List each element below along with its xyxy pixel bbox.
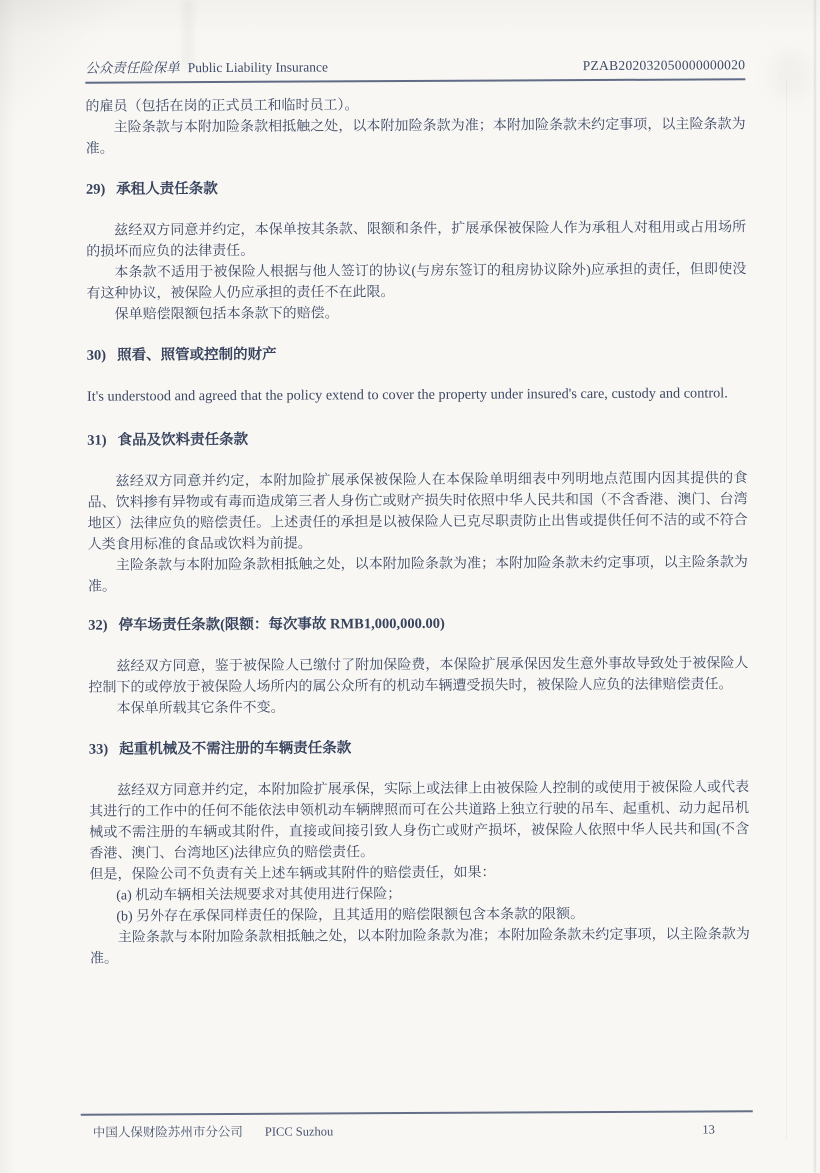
clause-paragraph: 主险条款与本附加险条款相抵触之处，以本附加险条款为准；本附加险条款未约定事项，以主险条款为准。 [87, 555, 748, 595]
clause-paragraph: 本条款不适用于被保险人根据与他人签订的协议(与房东签订的租房协议除外)应承担的责任，但即使没有这种协议，被保险人仍应承担的责任不在此限。 [86, 262, 747, 302]
document-title-en: Public Liability Insurance [187, 59, 329, 76]
clause-paragraph: 但是，保险公司不负责有关上述车辆或其附件的赔偿责任，如果： [89, 865, 496, 883]
clause-number: 30) [86, 347, 107, 364]
intro-paragraph: 的雇员（包括在岗的正式员工和临时员工）。 [85, 98, 359, 115]
clause-heading-33 [89, 736, 749, 760]
footer-company-en: PICC Suzhou [264, 1124, 334, 1139]
page-header [85, 56, 745, 83]
clause-title: 停车场责任条款(限额：每次事故 RMB1,000,000.00) [118, 615, 445, 634]
clause-paragraph: 本保单所载其它条件不变。 [116, 700, 285, 717]
clause-paragraph: 兹经双方同意并约定，本附加险扩展承保被保险人在本保险单明细表中列明地点范围内因其提供的食品、饮料掺有异物或有毒而造成第三者人身伤亡或财产损失时依照中华人民共和国（不含香港、澳门、台湾地区）法律应负的赔偿责任。上述责任的承担是以被保险人已克尽职责防止出售或提供任何不洁的或不符合人类食用标准的食品或饮料为前提。 [87, 471, 748, 553]
document-content [85, 56, 750, 969]
clause-paragraph: 兹经双方同意并约定，本保单按其条款、限额和条件，扩展承保被保险人作为承租人对租用或占用场所的损坏而应负的法律责任。 [86, 220, 747, 260]
footer-company-zh: 中国人保财险苏州市分公司 [92, 1124, 243, 1140]
clause-number: 31) [87, 432, 107, 449]
clause-heading-29 [86, 176, 746, 200]
clause-heading-31 [87, 427, 747, 451]
clause-paragraph: 兹经双方同意并约定，本附加险扩展承保，实际上或法律上由被保险人控制的或使用于被保险人或代表其进行的工作中的任何不能依法申领机动车辆牌照而可在公共道路上独立行驶的吊车、起重机、动力起吊机械或不需注册的车辆或其附件，直接或间接引致人身伤亡或财产损坏，被保险人依照中华人民共和国(不含香港、澳门、台湾地区)法律应负的赔偿责任。 [89, 780, 750, 862]
intro-paragraph: 主险条款与本附加险条款相抵触之处，以本附加险条款为准；本附加险条款未约定事项，以主险条款为准。 [85, 117, 746, 157]
clause-number: 32) [88, 617, 108, 634]
footer-page-number: 13 [702, 1122, 715, 1137]
clause-title: 承租人责任条款 [116, 181, 218, 198]
document-title [85, 58, 328, 77]
clause-list-item-b: (b) 另外存在承保同样责任的保险，且其适用的赔偿限额包含本条款的限额。 [116, 907, 585, 925]
clause-heading-32 [88, 612, 748, 636]
clause-number: 29) [85, 181, 106, 198]
page-footer [81, 1110, 753, 1141]
policy-number: PZAB202032050000000020 [582, 57, 746, 74]
document-title-zh: 公众责任险保单 [85, 60, 180, 76]
clause-list-item-a: (a) 机动车辆相关法规要求对其使用进行保险； [116, 887, 402, 904]
clause-paragraph: It's understood and agreed that the policy extend to cover the property under insured's care, custody and control. [86, 385, 728, 405]
clause-title: 照看、照管或控制的财产 [117, 346, 277, 364]
clause-paragraph: 兹经双方同意，鉴于被保险人已缴付了附加保险费，本保险扩展承保因发生意外事故导致处于被保险人控制下的或停放于被保险人场所内的属公众所有的机动车辆遭受损失时，被保险人应负的法律赔偿责任。 [88, 656, 749, 696]
clause-title: 食品及饮料责任条款 [117, 431, 249, 449]
clause-title: 起重机械及不需注册的车辆责任条款 [119, 740, 352, 758]
clause-paragraph: 保单赔偿限额包括本条款下的赔偿。 [114, 306, 339, 323]
clause-heading-30 [87, 342, 747, 366]
clause-paragraph: 主险条款与本附加险条款相抵触之处，以本附加险条款为准；本附加险条款未约定事项，以主险条款为准。 [89, 927, 750, 967]
clause-number: 33) [88, 741, 109, 758]
document-body [85, 93, 750, 969]
